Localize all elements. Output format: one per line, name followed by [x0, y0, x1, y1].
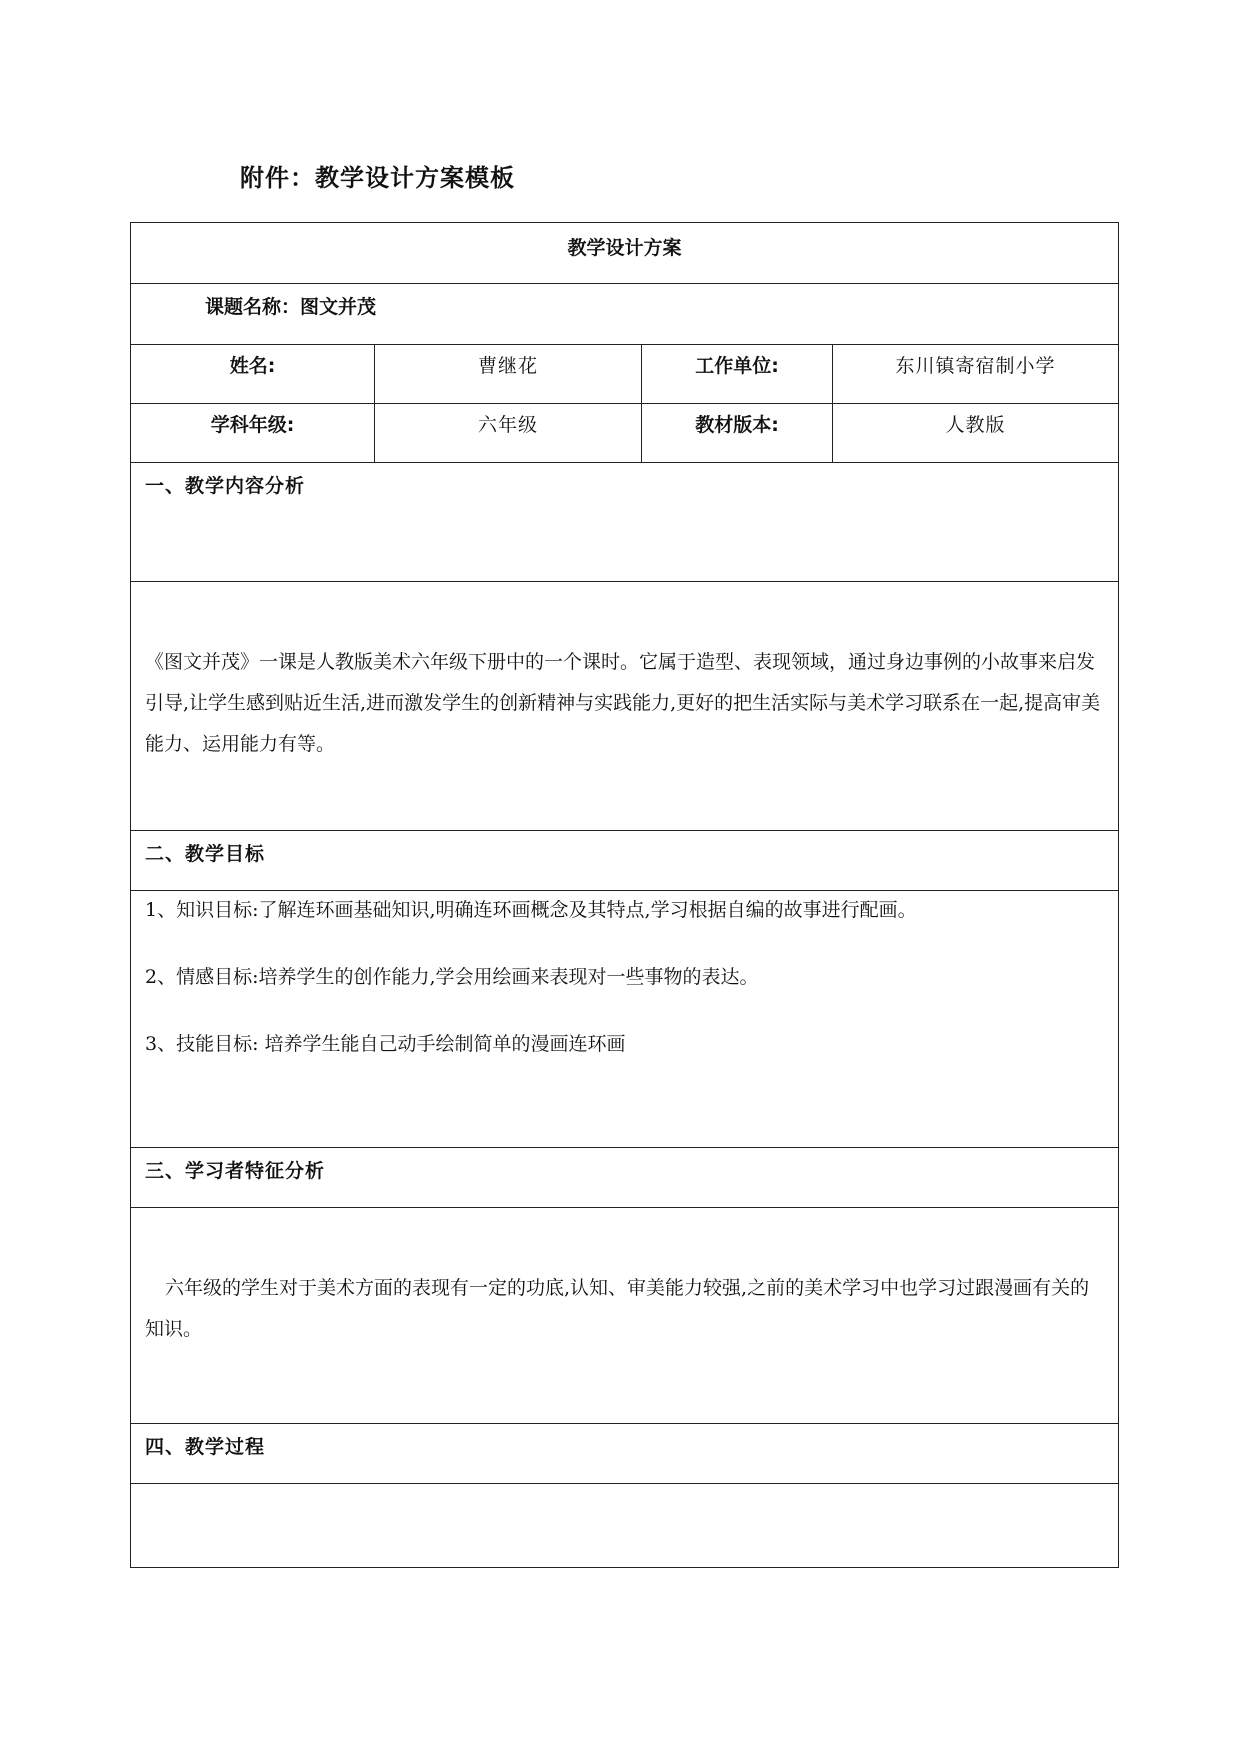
objective-emotion: 2、情感目标:培养学生的创作能力,学会用绘画来表现对一些事物的表达。: [145, 966, 759, 988]
section-process-heading: 四、教学过程: [131, 1424, 1119, 1484]
grade-label: 学科年级:: [131, 404, 375, 463]
work-unit-label: 工作单位:: [642, 345, 833, 404]
name-value: 曹继花: [375, 345, 642, 404]
textbook-version-label: 教材版本:: [642, 404, 833, 463]
subject-label: 课题名称：: [205, 296, 301, 318]
teaching-plan-table: [130, 222, 1119, 1568]
section-objectives-body: [131, 891, 1119, 1148]
table-title: 教学设计方案: [131, 223, 1119, 284]
subject-row: [131, 284, 1119, 345]
name-label: 姓名:: [131, 345, 375, 404]
section-learner-analysis-heading: 三、学习者特征分析: [131, 1148, 1119, 1208]
section-content-analysis-body: [131, 582, 1119, 831]
section-process-body: [131, 1484, 1119, 1568]
attachment-heading: 附件：教学设计方案模板: [240, 164, 515, 192]
section-learner-analysis-body: [131, 1208, 1119, 1424]
objective-knowledge: 1、知识目标:了解连环画基础知识,明确连环画概念及其特点,学习根据自编的故事进行配画。: [145, 899, 917, 921]
grade-value: 六年级: [375, 404, 642, 463]
section-objectives-heading: 二、教学目标: [131, 831, 1119, 891]
work-unit-value: 东川镇寄宿制小学: [833, 345, 1119, 404]
content-analysis-paragraph: 《图文并茂》一课是人教版美术六年级下册中的一个课时。它属于造型、表现领域，通过身边事例的小故事来启发引导,让学生感到贴近生活,进而激发学生的创新精神与实践能力,更好的把生活实际与美术学习联系在一起,提高审美能力、运用能力有等。: [145, 651, 1101, 755]
textbook-version-value: 人教版: [833, 404, 1119, 463]
objective-skill: 3、技能目标: 培养学生能自己动手绘制简单的漫画连环画: [145, 1033, 626, 1055]
subject-value: 图文并茂: [300, 296, 377, 318]
section-content-analysis-heading: 一、教学内容分析: [131, 463, 1119, 582]
learner-analysis-paragraph: 六年级的学生对于美术方面的表现有一定的功底,认知、审美能力较强,之前的美术学习中也学习过跟漫画有关的知识。: [145, 1277, 1090, 1340]
